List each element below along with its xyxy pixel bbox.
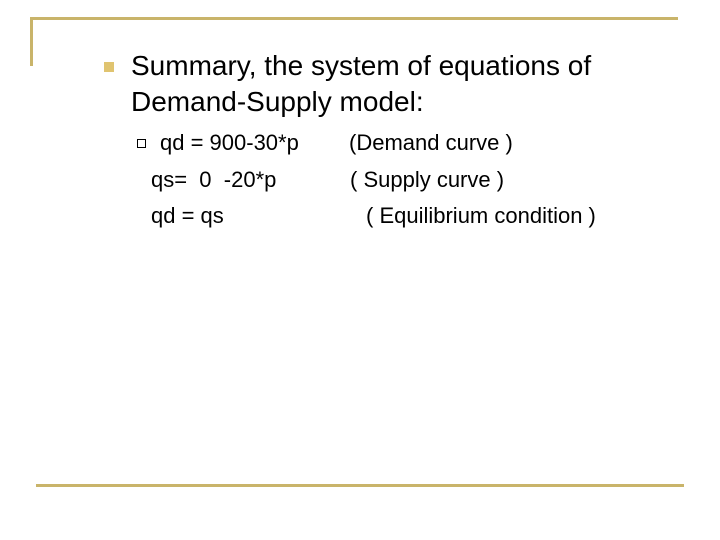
summary-text [131, 48, 691, 120]
equilibrium-equation-label: ( Equilibrium condition ) [366, 203, 596, 228]
hollow-square-bullet-icon [137, 139, 146, 148]
top-rule [30, 17, 678, 20]
supply-equation-label: ( Supply curve ) [350, 167, 505, 192]
demand-equation: qd = 900-30*p [160, 130, 299, 155]
summary-line-1: Summary, the system of equations of [131, 50, 592, 81]
left-rule [30, 17, 33, 66]
summary-line-2: Demand-Supply model: [131, 86, 424, 117]
equilibrium-equation: qd = qs [151, 203, 224, 228]
bottom-rule [36, 484, 684, 487]
demand-equation-label: (Demand curve ) [349, 130, 513, 155]
square-bullet-icon [104, 62, 114, 72]
supply-equation: qs= 0 -20*p [151, 167, 277, 192]
